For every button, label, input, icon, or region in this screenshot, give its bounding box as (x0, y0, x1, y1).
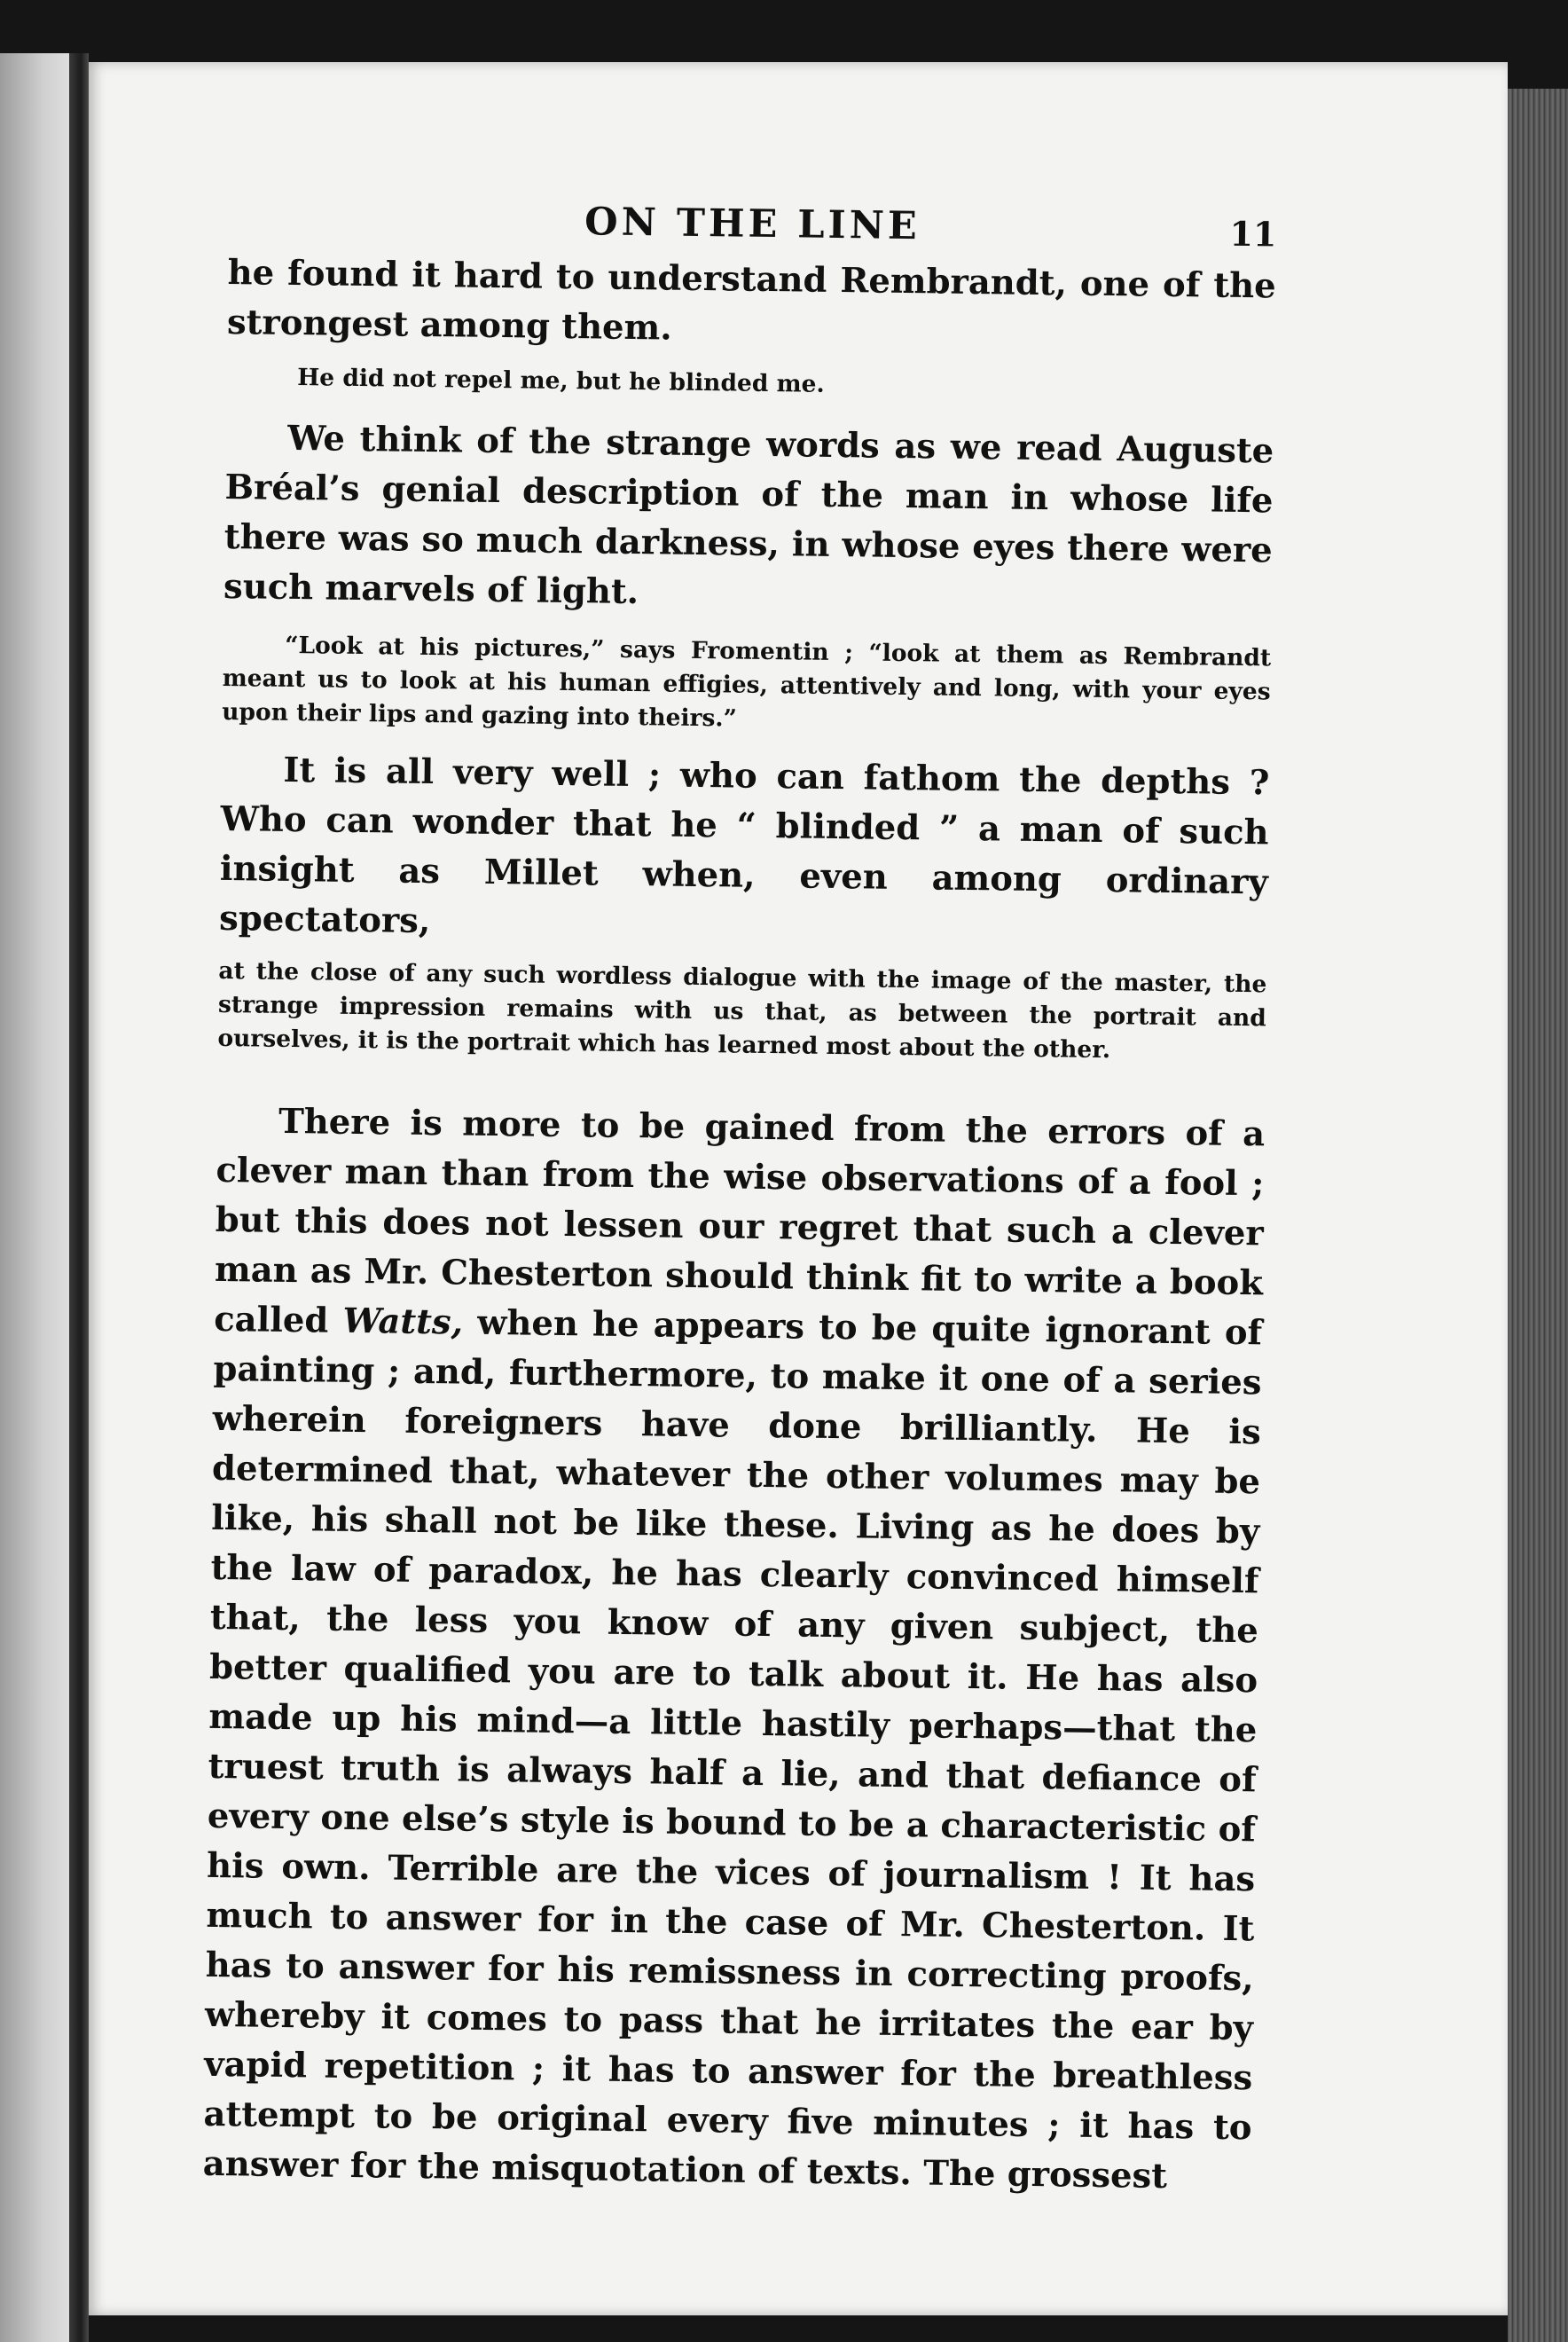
paragraph-breal: We think of the strange words as we read Auguste Bréal’s genial description of the man in whose life there was so much darkness, in whose eyes there were such marvels of light. (223, 418, 1274, 613)
paragraph-continuation: he found it hard to understand Rembrandt, one of the strongest among them. (226, 252, 1276, 349)
page-title: ON THE LINE (584, 200, 921, 249)
book-title-watts: Watts, (342, 1301, 464, 1343)
page-stack-edge (1508, 89, 1568, 2342)
previous-page-edge (0, 53, 78, 2342)
paragraph-chesterton (202, 1096, 1265, 2203)
block-quote-blinded: He did not repel me, but he blinded me. (296, 364, 825, 398)
block-quote-dialogue: at the close of any such wordless dialogue with the image of the master, the strange impression remains with us that, as between the portrait and ourselves, it is the portrait which has learned most about the other. (217, 956, 1267, 1065)
page-text-block (202, 186, 1276, 2203)
paragraph-chesterton-start: There is more to be gained from the errors of a clever man than from the wise observations of a fool ; but this does not lessen our regret that such a clever man as Mr. Chesterton should think fit to write a book called (213, 1101, 1266, 1341)
book-gutter (69, 53, 89, 2342)
paragraph-fathom: It is all very well ; who can fathom the depths ? Who can wonder that he “ blinded ” a man of such insight as Millet when, even among ordinary spectators, (218, 750, 1270, 942)
block-quote-fromentin: “Look at his pictures,” says Fromentin ; “look at them as Rembrandt meant us to look at his human effigies, attentively and long, with your eyes upon their lips and gazing into theirs.” (222, 631, 1272, 733)
page-number: 11 (1229, 213, 1277, 255)
paragraph-chesterton-rest: when he appears to be quite ignorant of painting ; and, furthermore, to make it one of a series wherein foreigners have done brilliantly. He is determined that, whatever the other volumes may be like, his shall not be like these. Living as he does by the law of paradox, he has clearly convinced himself that, the less you know of any given subject, the better qualified you are to talk about it. He has also made up his mind—a little hastily perhaps—that the truest truth is always half a lie, and that defiance of every one else’s style is bound to be a characteristic of his own. Terrible are the vices of journalism ! It has much to answer for in the case of Mr. Chesterton. It has to answer for his remissness in correcting proofs, whereby it comes to pass that he irritates the ear by vapid repetition ; it has to answer for the breathless attempt to be original every five minutes ; it has to answer for the misquotation of texts. The grossest (202, 1302, 1263, 2197)
